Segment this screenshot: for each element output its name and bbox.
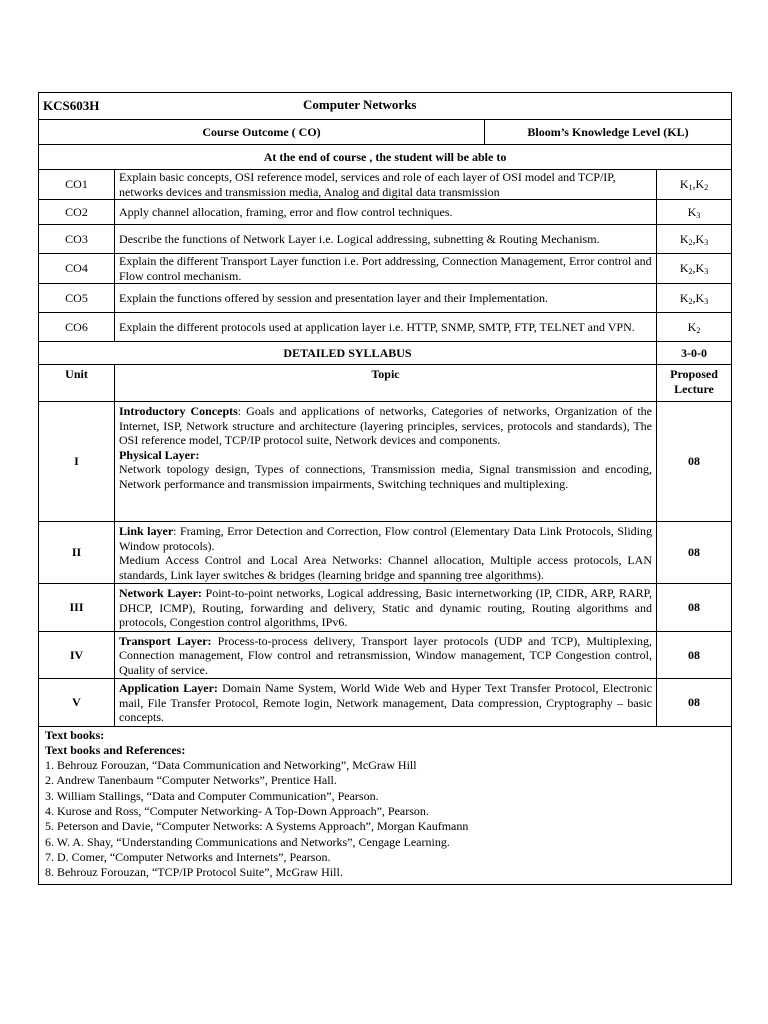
topic-heading: Link layer <box>119 524 174 538</box>
title-row <box>39 93 732 120</box>
syllabus-ltp: 3-0-0 <box>657 342 732 365</box>
unit-row-1 <box>39 402 732 522</box>
outcome-id: CO4 <box>39 254 115 284</box>
text-books-heading: Text books: <box>45 727 105 742</box>
kl-sub: 2 <box>688 296 693 306</box>
topic-body: Point-to-point networks, Logical addressing, Basic internetworking (IP, CIDR, ARP, RARP, DHCP, ICMP), Routing, forwarding and delivery, Static and dynamic routing, Routing algorithms and protocols, Congestion control algorithms, IPv6. <box>119 586 652 629</box>
syllabus-table <box>38 92 732 885</box>
unit-topic <box>115 679 657 727</box>
unit-number: V <box>39 679 115 727</box>
outcome-text: Apply channel allocation, framing, error and flow control techniques. <box>115 200 657 225</box>
unit-lectures: 08 <box>657 402 732 522</box>
book-item: 3. William Stallings, “Data and Computer Communication”, Pearson. <box>45 788 379 803</box>
lecture-header-line1: Proposed <box>670 367 718 381</box>
book-item: 4. Kurose and Ross, “Computer Networking- A Top-Down Approach”, Pearson. <box>45 803 429 818</box>
topic-column-header: Topic <box>115 365 657 402</box>
kl-sub: 2 <box>688 267 693 277</box>
outcome-text: Explain the different Transport Layer function i.e. Port addressing, Connection Management, Error control and Flow control mechanism. <box>115 254 657 284</box>
topic-heading: Application Layer: <box>119 681 218 695</box>
course-title: Computer Networks <box>303 97 417 112</box>
course-code: KCS603H <box>43 97 100 113</box>
topic-heading: Transport Layer: <box>119 633 212 648</box>
lecture-header-line2: Lecture <box>674 381 714 396</box>
unit-lectures: 08 <box>657 679 732 727</box>
topic-body: Medium Access Control and Local Area Networks: Channel allocation, Multiple access protocols, LAN standards, Link layer switches & bridges (learning bridge and spanning tree algorithms). <box>119 553 652 582</box>
kl-sub: 2 <box>688 237 693 247</box>
outcome-id: CO5 <box>39 284 115 313</box>
outcome-kl: $K_3$ <box>657 200 732 225</box>
outcome-row-co6 <box>39 313 732 342</box>
unit-number: IV <box>39 631 115 679</box>
outcome-kl: $K_1,K_2$ <box>657 170 732 200</box>
references-heading: Text books and References: <box>45 742 186 757</box>
outcome-row-co1 <box>39 170 732 200</box>
unit-row-4 <box>39 631 732 679</box>
syllabus-title: DETAILED SYLLABUS <box>39 342 657 365</box>
outcome-text: Describe the functions of Network Layer i.e. Logical addressing, subnetting & Routing Mechanism. <box>115 225 657 254</box>
unit-number: I <box>39 402 115 522</box>
topic-body: : Goals and applications of networks, Categories of networks, Organization of the Internet, ISP, Network structure and architecture (layering principles, services, protocols and standards), The OSI reference model, TCP/IP protocol suite, Network devices and components. <box>119 404 652 447</box>
unit-topic <box>115 402 657 522</box>
syllabus-sheet <box>38 92 731 885</box>
outcome-intro-row <box>39 145 732 170</box>
book-item: 5. Peterson and Davie, “Computer Networks: A Systems Approach”, Morgan Kaufmann <box>45 819 469 834</box>
unit-lectures: 08 <box>657 584 732 632</box>
unit-number: II <box>39 522 115 584</box>
unit-topic <box>115 631 657 679</box>
text-books-row <box>39 726 732 885</box>
unit-column-header: Unit <box>39 365 115 402</box>
outcome-row-co5 <box>39 284 732 313</box>
book-item: 7. D. Comer, “Computer Networks and Internets”, Pearson. <box>45 849 331 864</box>
kl-sub: 1 <box>688 183 693 193</box>
topic-body: Process-to-process delivery, Transport layer protocols (UDP and TCP), Multiplexing, Connection management, Flow control and retransmission, Window management, TCP Congestion control, Quality of service. <box>119 633 652 677</box>
book-item: 2. Andrew Tanenbaum “Computer Networks”, Prentice Hall. <box>45 773 337 788</box>
topic-body: : Framing, Error Detection and Correction, Flow control (Elementary Data Link Protocols, Sliding Window protocols). <box>119 524 652 553</box>
kl-sub: 2 <box>696 325 701 335</box>
kl-sub: 3 <box>704 296 709 306</box>
outcome-text: Explain the functions offered by session and presentation layer and their Implementation. <box>115 284 657 313</box>
lecture-column-header <box>657 365 732 402</box>
book-item: 1. Behrouz Forouzan, “Data Communication and Networking”, McGraw Hill <box>45 758 417 773</box>
topic-heading: Network Layer: <box>119 586 202 600</box>
outcome-id: CO3 <box>39 225 115 254</box>
outcome-id: CO1 <box>39 170 115 200</box>
book-item: 6. W. A. Shay, “Understanding Communications and Networks”, Cengage Learning. <box>45 834 450 849</box>
outcome-kl: $K_2$ <box>657 313 732 342</box>
unit-number: III <box>39 584 115 632</box>
topic-heading: Introductory Concepts <box>119 404 238 418</box>
outcome-kl: $K_2,K_3$ <box>657 254 732 284</box>
text-books <box>39 726 732 885</box>
outcome-id: CO6 <box>39 313 115 342</box>
outcome-id: CO2 <box>39 200 115 225</box>
syllabus-title-row <box>39 342 732 365</box>
outcome-kl: $K_2,K_3$ <box>657 225 732 254</box>
unit-lectures: 08 <box>657 631 732 679</box>
outcome-kl: $K_2,K_3$ <box>657 284 732 313</box>
outcome-row-co4 <box>39 254 732 284</box>
unit-lectures: 08 <box>657 522 732 584</box>
outcome-text: Explain basic concepts, OSI reference model, services and role of each layer of OSI model and TCP/IP, networks devices and transmission media, Analog and digital data transmission <box>115 170 657 200</box>
unit-row-3 <box>39 584 732 632</box>
blooms-level-header: Bloom’s Knowledge Level (KL) <box>485 120 732 145</box>
kl-sub: 3 <box>696 210 701 220</box>
outcome-text: Explain the different protocols used at application layer i.e. HTTP, SNMP, SMTP, FTP, TELNET and VPN. <box>115 313 657 342</box>
unit-topic <box>115 522 657 584</box>
unit-topic <box>115 584 657 632</box>
kl-sub: 3 <box>704 267 709 277</box>
topic-body: Domain Name System, World Wide Web and Hyper Text Transfer Protocol, Electronic mail, File Transfer Protocol, Remote login, Network management, Data compression, Cryptography – basic concepts. <box>119 681 652 724</box>
syllabus-column-header-row <box>39 365 732 402</box>
topic-heading: Physical Layer: <box>119 447 200 462</box>
outcome-row-co2 <box>39 200 732 225</box>
unit-row-2 <box>39 522 732 584</box>
book-item: 8. Behrouz Forouzan, “TCP/IP Protocol Suite”, McGraw Hill. <box>45 865 343 880</box>
unit-row-5 <box>39 679 732 727</box>
outcome-header-row <box>39 120 732 145</box>
course-outcome-header: Course Outcome ( CO) <box>39 120 485 145</box>
kl-sub: 3 <box>704 237 709 247</box>
outcome-intro: At the end of course , the student will be able to <box>39 145 732 170</box>
kl-sub: 2 <box>704 183 709 193</box>
outcome-row-co3 <box>39 225 732 254</box>
topic-body: Network topology design, Types of connections, Transmission media, Signal transmission and encoding, Network performance and transmission impairments, Switching techniques and multiplexing. <box>119 462 652 491</box>
